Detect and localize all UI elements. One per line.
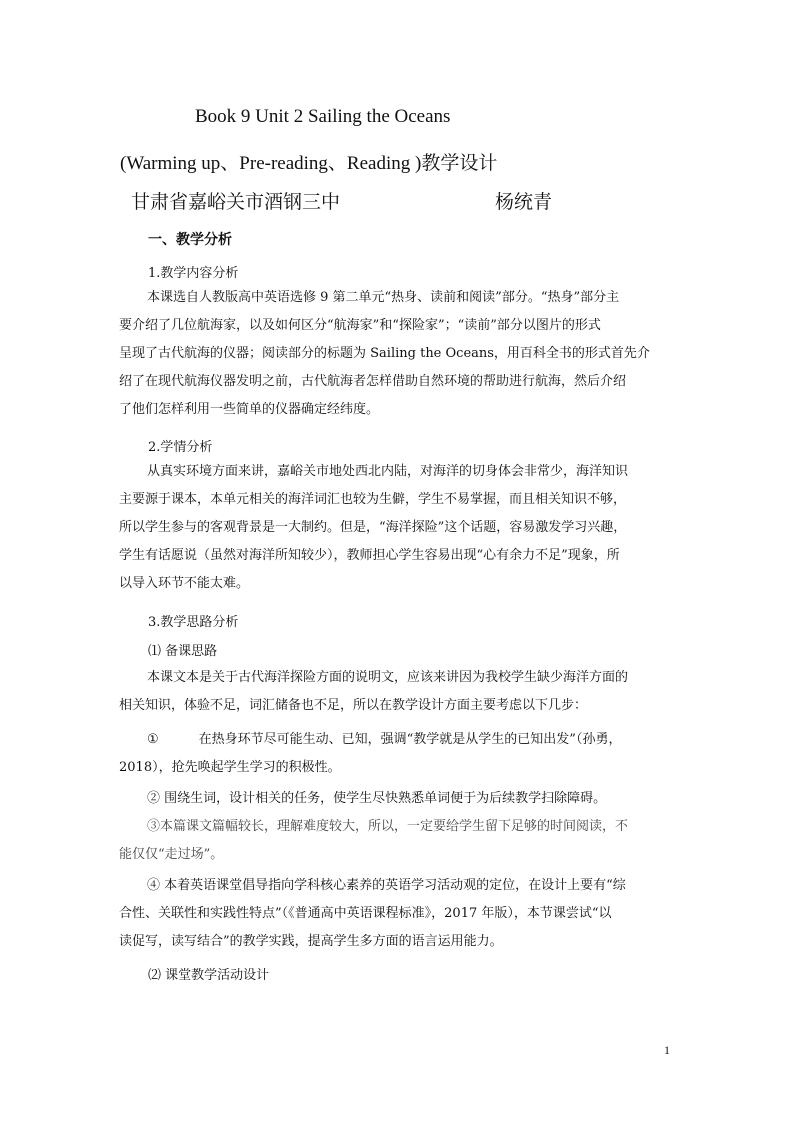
paragraph-line: 读促写，读写结合”的教学实践，提高学生多方面的语言运用能力。 — [119, 934, 503, 949]
paragraph-line: ② 围绕生词，设计相关的任务，使学生尽快熟悉单词便于为后续教学扫除障碍。 — [147, 791, 607, 806]
paragraph-content-analysis — [119, 284, 679, 424]
paragraph-line: ④ 本着英语课堂倡导指向学科核心素养的英语学习活动观的定位，在设计上要有“综 — [147, 878, 626, 893]
paragraph-line: 本课文本是关于古代海洋探险方面的说明文，应该来讲因为我校学生缺少海洋方面的 — [147, 670, 629, 685]
item-heading-classroom-activities: ⑵ 课堂教学活动设计 — [148, 968, 270, 983]
paragraph-line: 以导入环节不能太难。 — [119, 576, 250, 591]
page-number: 1 — [664, 1043, 670, 1057]
section-heading-teaching-analysis: 一、教学分析 — [148, 232, 232, 248]
point-2 — [119, 785, 679, 813]
document-subtitle: (Warming up、Pre-reading、Reading )教学设计 — [120, 153, 498, 174]
paragraph-lesson-prep — [119, 664, 679, 720]
item-heading-lesson-prep: ⑴ 备课思路 — [148, 644, 218, 659]
point-1-marker: ① — [147, 732, 159, 747]
paragraph-line: 本课选自人教版高中英语选修 9 第二单元“热身、读前和阅读”部分。“热身”部分主 — [147, 290, 620, 305]
subheading-content-analysis: 1.教学内容分析 — [148, 266, 239, 281]
paragraph-line: 了他们怎样利用一些简单的仪器确定经纬度。 — [119, 402, 380, 417]
paragraph-line: ③本篇课文篇幅较长，理解难度较大，所以，一定要给学生留下足够的时间阅读，不 — [147, 819, 629, 834]
paragraph-line: 相关知识，体验不足，词汇储备也不足，所以在教学设计方面主要考虑以下几步： — [119, 698, 588, 713]
paragraph-line: 2018），抢先唤起学生学习的积极性。 — [119, 760, 341, 775]
point-1-line — [119, 726, 679, 754]
paragraph-line: 合性、关联性和实践性特点”（《普通高中英语课程标准》，2017 年版），本节课尝试“以 — [119, 906, 612, 921]
paragraph-line: 所以学生参与的客观背景是一大制约。但是，“海洋探险”这个话题，容易激发学习兴趣， — [119, 520, 627, 535]
point-4 — [119, 872, 679, 956]
paragraph-line: 能仅仅“走过场”。 — [119, 847, 224, 862]
school-name: 甘肃省嘉峪关市酒钢三中 — [131, 191, 341, 213]
paragraph-line: 从真实环境方面来讲，嘉峪关市地处西北内陆，对海洋的切身体会非常少，海洋知识 — [147, 464, 629, 479]
paragraph-line: 主要源于课本，本单元相关的海洋词汇也较为生僻，学生不易掌握，而且相关知识不够， — [119, 492, 627, 507]
subheading-approach-analysis: 3.教学思路分析 — [148, 615, 239, 630]
paragraph-line: 学生有话愿说（虽然对海洋所知较少），教师担心学生容易出现“心有余力不足”现象，所 — [119, 548, 620, 563]
author-line — [131, 187, 571, 214]
paragraph-line: 要介绍了几位航海家，以及如何区分“航海家”和“探险家”；“读前”部分以图片的形式 — [119, 318, 601, 333]
document-title: Book 9 Unit 2 Sailing the Oceans — [195, 106, 451, 127]
point-1 — [119, 726, 679, 782]
paragraph-line: 绍了在现代航海仪器发明之前，古代航海者怎样借助自然环境的帮助进行航海，然后介绍 — [119, 374, 627, 389]
paragraph-learner-analysis — [119, 458, 679, 598]
point-3 — [119, 813, 679, 869]
author-name: 杨统青 — [495, 191, 553, 213]
subheading-learner-analysis: 2.学情分析 — [148, 440, 213, 455]
point-1-text: 在热身环节尽可能生动、已知，强调“教学就是从学生的已知出发”（孙勇， — [198, 732, 622, 747]
paragraph-line: 呈现了古代航海的仪器；阅读部分的标题为 Sailing the Oceans，用百科全书的形式首先介 — [119, 346, 650, 361]
